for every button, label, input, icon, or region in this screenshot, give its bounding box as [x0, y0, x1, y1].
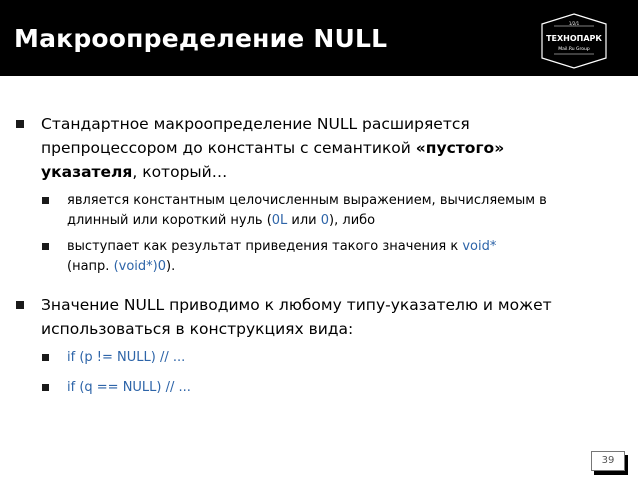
bullet-text: препроцессором до константы с семантикой — [41, 139, 416, 157]
slide-content — [14, 112, 614, 404]
code-example-item — [14, 378, 614, 398]
slide-header — [0, 0, 638, 76]
sub-bullet-line: является константным целочисленным выражением, вычисляемым в — [67, 193, 547, 208]
bullet-emphasis: «пустого» — [415, 139, 505, 157]
sub-bullet-marker — [42, 384, 49, 391]
page-number: 39 — [591, 451, 625, 471]
code-literal: 0L — [271, 213, 288, 228]
sub-bullet-marker — [42, 354, 49, 361]
tehnopark-logo-icon — [538, 12, 610, 70]
sub-bullet-text: выступает как результат приведения такого значения к — [67, 239, 463, 254]
bullet-line: Стандартное макроопределение NULL расширяется — [41, 115, 470, 133]
code-literal: (void*)0 — [113, 259, 166, 274]
sub-bullet-line — [67, 211, 614, 231]
sub-bullet-cast-result — [14, 237, 614, 277]
sub-bullet-marker — [42, 243, 49, 250]
sub-bullet-constant-expression — [14, 191, 614, 231]
code-example-item — [14, 348, 614, 368]
sub-bullet-text: (напр. — [67, 259, 114, 274]
spacer — [14, 283, 614, 293]
bullet-line — [41, 136, 614, 160]
bullet-null-conversion — [14, 293, 614, 341]
code-example: if (q == NULL) // ... — [67, 380, 191, 395]
code-literal: void* — [462, 239, 497, 254]
bullet-emphasis: указателя — [41, 163, 133, 181]
code-literal: 0 — [320, 213, 330, 228]
sub-bullet-text: или — [287, 213, 321, 228]
bullet-marker — [16, 301, 24, 309]
bullet-null-definition — [14, 112, 614, 184]
code-example: if (p != NULL) // ... — [67, 350, 186, 365]
sub-bullet-text: ). — [166, 259, 176, 274]
bullet-marker — [16, 120, 24, 128]
sub-bullet-text: длинный или короткий нуль ( — [67, 213, 272, 228]
logo-top-text: 1/2/1 — [568, 21, 580, 26]
bullet-line — [41, 160, 614, 184]
sub-bullet-marker — [42, 197, 49, 204]
sub-bullet-line — [67, 257, 614, 277]
bullet-line: использоваться в конструкциях вида: — [41, 320, 354, 338]
logo-subtitle: Mail.Ru Group — [558, 47, 590, 52]
slide-title: Макроопределение NULL — [14, 24, 388, 53]
bullet-text: , который… — [132, 163, 228, 181]
sub-bullet-text: ), либо — [329, 213, 376, 228]
sub-bullet-line — [67, 237, 614, 257]
logo-name: ТЕХНОПАРК — [546, 34, 602, 43]
bullet-line: Значение NULL приводимо к любому типу-указателю и может — [41, 296, 552, 314]
